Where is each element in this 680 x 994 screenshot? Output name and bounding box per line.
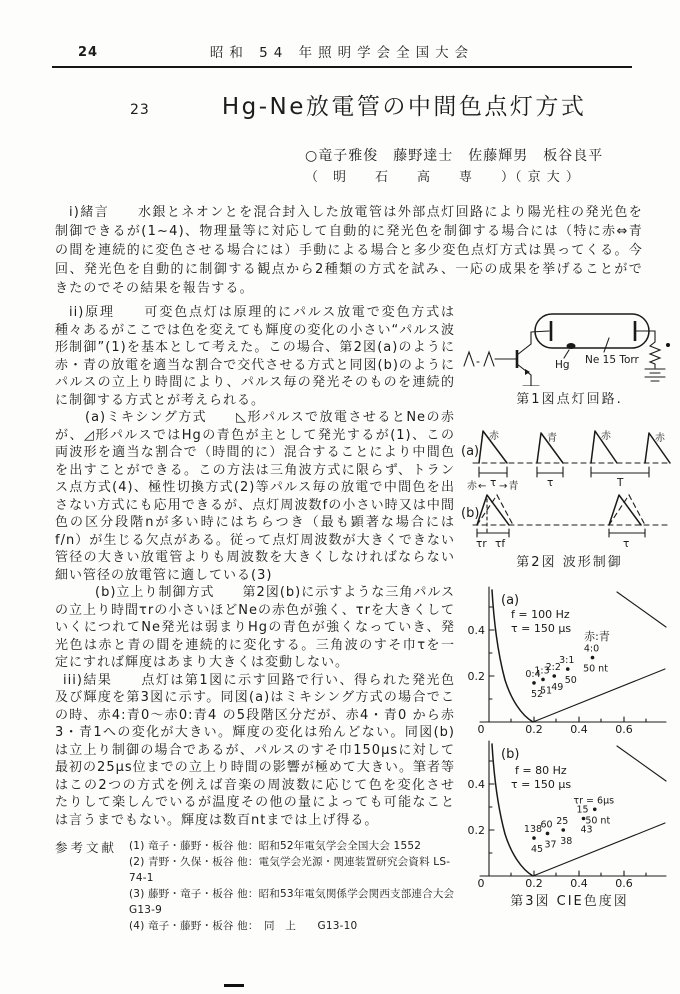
input-pulse-icon bbox=[464, 352, 474, 366]
point-sublabel: 38 bbox=[560, 836, 573, 847]
section-rise-control: (b)立上り制御方式 第2図(b)に示すような三角パルスの立上り時間τrの小さいほどNeの赤色が強く、τrを大きくしていくにつれてNe発光は弱まりHgの青色が強くなっていき、発光色は赤と青の間を連続的に変化する。三角波のすそ巾τを一定にすれば輝度はあまり大きくは変動しない。 bbox=[55, 585, 455, 670]
conference-title: 昭和 54 年照明学会全国大会 bbox=[209, 45, 475, 61]
param-frequency: f = 80 Hz bbox=[515, 764, 567, 777]
tau-label: τ bbox=[623, 538, 630, 549]
data-point bbox=[532, 681, 536, 685]
affiliation: （ 明 石 高 専 ）（ 京 大 ） bbox=[305, 170, 580, 185]
tau-label: τ bbox=[547, 477, 554, 489]
point-label: 1:3 bbox=[534, 665, 550, 677]
panel-label: (a) bbox=[501, 593, 520, 608]
section-intro: i)緒言 水銀とネオンとを混合封入した放電管は外部点灯回路により陽光柱の発光色を制御できるが(1~4)、物理量等に対応して自動的に発光色を制御する場合には（特に赤⇔青の間を連続的に変色させる場合には）手動による場合と多少変色点灯方式は異ってくる。今回、発光色を自動的に制御する観点から2種類の方式を試み、一応の成果を挙げることができたのでその結果を報告する。 bbox=[55, 205, 643, 296]
figure2-caption: 第2図 波形制御 bbox=[516, 555, 623, 570]
data-point bbox=[532, 836, 536, 840]
locus-upper-line bbox=[617, 746, 666, 781]
point-sublabel: 43 bbox=[580, 824, 593, 836]
point-label: 3:1 bbox=[559, 655, 575, 667]
figure-cie-b bbox=[459, 736, 680, 909]
reference-item: (1) 竜子・藤野・板谷 他：昭和52年電気学会全国大会 1552 bbox=[129, 840, 422, 852]
point-sublabel: 37 bbox=[544, 839, 557, 851]
tau-r-label: τr bbox=[476, 538, 487, 549]
section-principle: ii)原理 可変色点灯は原理的にパルス放電で変色方式は種々あるがここでは色を変えても輝度の変化の小さい“パルス波形制御”(1)を基本として考えた。この場合、第2図(a)のように赤・青の放電を適当な割合で交代させる方式と同図(b)のようにパルスの立上り時間により、パルス毎の発光そのものを連続的に制御する方式とが考えられる。 bbox=[55, 305, 455, 408]
tau-f-label: τf bbox=[495, 538, 506, 549]
x-tick: 0.4 bbox=[570, 723, 588, 734]
blue-arrow-label: →青 bbox=[499, 481, 520, 492]
battery-ground-icon bbox=[645, 364, 665, 381]
red-arrow-label: 赤← bbox=[467, 481, 488, 492]
y-tick: 0.2 bbox=[467, 824, 485, 837]
x-tick: 0.6 bbox=[615, 877, 633, 888]
references-heading: 参考文献 bbox=[55, 840, 118, 855]
cie-chart-b bbox=[459, 736, 674, 888]
time-markers-a bbox=[479, 467, 649, 477]
emitter-lead bbox=[517, 364, 531, 386]
point-label: 60 bbox=[540, 819, 553, 831]
point-sublabel: 45 bbox=[530, 844, 544, 856]
period-label: T bbox=[617, 477, 624, 489]
data-point bbox=[552, 674, 556, 678]
hg-label: Hg bbox=[555, 359, 570, 371]
scan-artifact bbox=[666, 343, 670, 347]
point-label: 138 bbox=[523, 824, 543, 836]
legend-ratio: 赤:青 bbox=[584, 630, 610, 643]
points-layer bbox=[525, 644, 608, 700]
data-point bbox=[593, 808, 597, 812]
collector-lead bbox=[517, 332, 531, 355]
data-point bbox=[546, 832, 550, 836]
tau-label: τ bbox=[490, 477, 497, 489]
point-label: 15 bbox=[576, 804, 589, 816]
reference-item: (2) 青野・久保・板谷 他：電気学会光源・関連装置研究会資料 LS-74-1 bbox=[129, 856, 451, 884]
reference-item: (4) 竜子・藤野・板谷 他： 同 上 G13-10 bbox=[129, 920, 358, 932]
point-sublabel: 52 bbox=[530, 688, 544, 700]
x-tick: 0.6 bbox=[615, 723, 633, 734]
point-sublabel: 49 bbox=[551, 682, 564, 693]
figure3-caption: 第3図 CIE色度図 bbox=[510, 894, 629, 909]
figure-waveform bbox=[459, 421, 680, 570]
authors: ○竜子雅俊 藤野達士 佐藤輝男 板谷良平 bbox=[305, 148, 604, 164]
figure-cie-a bbox=[459, 582, 680, 734]
point-sublabel: 50 nt bbox=[583, 663, 608, 675]
point-label: 2:2 bbox=[545, 662, 561, 673]
gas-label: Ne 15 Torr bbox=[585, 354, 639, 366]
references bbox=[55, 838, 455, 934]
input-pulse-icon bbox=[484, 352, 494, 366]
hg-pointer bbox=[564, 350, 569, 358]
point-label: τr = 6μs bbox=[573, 795, 615, 807]
references-list bbox=[129, 838, 455, 934]
param-tau: τ = 150 μs bbox=[511, 622, 572, 635]
figure-circuit bbox=[459, 306, 680, 407]
section-results: iii)結果 点灯は第1図に示す回路で行い、得られた発光色及び輝度を第3図に示す。同図(a)はミキシング方式の場合でこの時、赤4:青0～赤0:青4 の5段階区分だが、赤4・青0 から赤3・青1への変化が大きい。輝度の変化は殆んどない。同図(b)は立上り制御の場合であるが、パルスのすそ巾150μsに対して最初の25μs位までの立上り時間の影響が極めて大きい。筆者等はこの2つの方式を例えば音楽の周波数に応じて色を変化させたりして楽しんでいるが温度その他の量によっても可能なことは言うまでもない。輝度は数百ntまでは上げ得る。 bbox=[55, 672, 455, 828]
point-label: 0:4 bbox=[525, 668, 541, 680]
resistor-icon bbox=[650, 342, 660, 364]
point-label: 25 bbox=[556, 816, 569, 827]
pulse-label: 赤 bbox=[489, 431, 500, 442]
locus-upper-line bbox=[617, 592, 666, 627]
origin-tick: 0 bbox=[477, 877, 485, 888]
pulse-solid-red bbox=[477, 495, 509, 525]
page-title: Hg-Ne放電管の中間色点灯方式 bbox=[221, 94, 587, 120]
paper-number: 23 bbox=[130, 102, 150, 118]
authors-block bbox=[305, 145, 680, 189]
waveform-diagram bbox=[459, 421, 674, 549]
pulse-label: 赤 bbox=[601, 431, 612, 442]
pulse-label: 赤 bbox=[655, 433, 666, 444]
x-tick: 0.2 bbox=[525, 723, 543, 734]
scan-artifact bbox=[224, 984, 244, 987]
y-tick: 0.4 bbox=[467, 778, 485, 791]
cie-chart-a bbox=[459, 582, 674, 734]
origin-tick: 0 bbox=[477, 723, 485, 734]
section-mixing: (a)ミキシング方式 ◺形パルスで放電させるとNeの赤が、◿形パルスではHgの青色が主として発光するが(1)、この両波形を適当な割合で（時間的に）混合することにより中間色を出すことができる。この方法は三角波方式に限らず、トランス点方式(4)、極性切換方式(2)等パルス毎の放電で中間色を出さない方式にも応用できるが、点灯周波数fの小さい時又は中間色の区分段階nが多い時にはちらつき（最も顕著な場合にはf/n）が生じる欠点がある。従って点灯周波数が大きくできない管径の大きい放電管よりも周波数を大きくしなければならない細い管径の放電管に適している(3) bbox=[55, 410, 455, 583]
point-sublabel: 51 bbox=[539, 685, 553, 697]
point-label: 4:0 bbox=[583, 643, 600, 655]
points-layer bbox=[524, 795, 614, 855]
page-number: 24 bbox=[78, 45, 99, 60]
figure-column bbox=[459, 304, 680, 909]
electrode-lead bbox=[531, 331, 549, 332]
data-point bbox=[561, 828, 565, 832]
data-point bbox=[566, 667, 570, 671]
y-tick: 0.4 bbox=[467, 624, 485, 637]
two-column-region bbox=[55, 304, 680, 934]
row-a-label: (a) bbox=[461, 444, 480, 459]
x-tick: 0.2 bbox=[525, 877, 543, 888]
pulse-solid-red bbox=[609, 495, 641, 525]
point-sublabel: 50 nt bbox=[585, 815, 611, 827]
x-tick: 0.4 bbox=[570, 877, 588, 888]
page-header bbox=[52, 0, 632, 68]
text-column bbox=[55, 304, 455, 934]
param-frequency: f = 100 Hz bbox=[511, 608, 570, 621]
y-tick: 0.2 bbox=[467, 670, 485, 683]
data-point bbox=[591, 656, 595, 660]
point-sublabel: 50 bbox=[564, 675, 577, 687]
hg-drop-icon bbox=[567, 343, 576, 349]
pulse-label: 青 bbox=[547, 433, 558, 444]
title-row bbox=[130, 88, 680, 121]
ne-pointer bbox=[604, 338, 609, 352]
data-point bbox=[541, 678, 545, 682]
row-b-label: (b) bbox=[461, 506, 480, 521]
figure1-caption: 第1図点灯回路. bbox=[516, 392, 623, 407]
panel-label: (b) bbox=[501, 747, 520, 762]
reference-item: (3) 藤野・竜子・板谷 他：昭和53年電気関係学会関西支部連合大会 G13-9 bbox=[129, 888, 455, 916]
circuit-diagram bbox=[459, 306, 674, 386]
param-tau: τ = 150 μs bbox=[511, 778, 572, 791]
